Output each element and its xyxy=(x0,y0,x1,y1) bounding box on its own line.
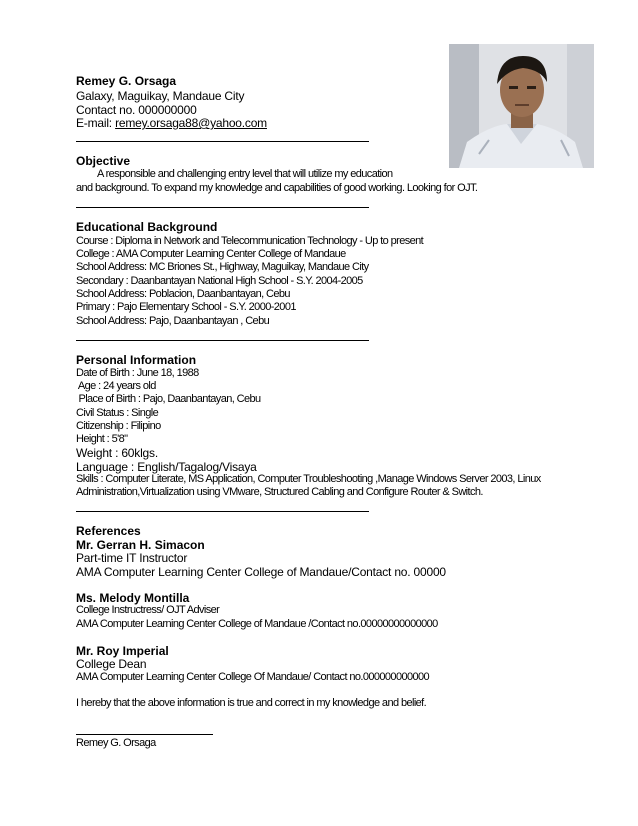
education-line: College : AMA Computer Learning Center College of Mandaue xyxy=(76,248,346,260)
personal-heading: Personal Information xyxy=(76,353,197,367)
reference-org: AMA Computer Learning Center College of Mandaue /Contact no.00000000000000 xyxy=(76,618,438,630)
personal-line: Place of Birth : Pajo, Daanbantayan, Cebu xyxy=(76,393,261,405)
personal-line: Age : 24 years old xyxy=(76,380,156,392)
objective-line-2: and background. To expand my knowledge and capabilities of good working. Looking for OJT. xyxy=(76,182,478,194)
education-line: School Address: MC Briones St., Highway, Maguikay, Mandaue City xyxy=(76,261,369,273)
applicant-name: Remey G. Orsaga xyxy=(76,74,177,88)
personal-line: Language : English/Tagalog/Visaya xyxy=(76,460,257,474)
reference-name: Ms. Melody Montilla xyxy=(76,591,190,605)
education-line: Course : Diploma in Network and Telecommunication Technology - Up to present xyxy=(76,235,424,247)
reference-org: AMA Computer Learning Center College Of Mandaue/ Contact no.000000000000 xyxy=(76,671,430,683)
education-heading: Educational Background xyxy=(76,220,218,234)
signature-name: Remey G. Orsaga xyxy=(76,737,156,749)
reference-title: College Instructress/ OJT Adviser xyxy=(76,604,220,616)
education-line: School Address: Poblacion, Daanbantayan, Cebu xyxy=(76,288,290,300)
personal-line: Administration,Virtualization using VMware, Structured Cabling and Configure Router & Switch. xyxy=(76,486,483,498)
education-line: Primary : Pajo Elementary School - S.Y. 2000-2001 xyxy=(76,301,296,313)
person-portrait-image xyxy=(449,44,594,168)
address: Galaxy, Maguikay, Mandaue City xyxy=(76,89,245,103)
section-divider xyxy=(76,340,369,341)
contact-number: Contact no. 000000000 xyxy=(76,103,197,117)
personal-line: Date of Birth : June 18, 1988 xyxy=(76,367,199,379)
reference-title: College Dean xyxy=(76,657,147,671)
education-line: Secondary : Daanbantayan National High School - S.Y. 2004-2005 xyxy=(76,275,363,287)
personal-line: Citizenship : Filipino xyxy=(76,420,161,432)
objective-heading: Objective xyxy=(76,154,131,168)
personal-line: Weight : 60klgs. xyxy=(76,446,158,460)
personal-line: Civil Status : Single xyxy=(76,407,159,419)
signature-line xyxy=(76,734,213,735)
references-heading: References xyxy=(76,524,141,538)
email-link[interactable]: remey.orsaga88@yahoo.com xyxy=(115,116,267,130)
personal-line: Skills : Computer Literate, MS Application, Computer Troubleshooting ,Manage Windows Server 2003, Linux xyxy=(76,473,541,485)
declaration-text: I hereby that the above information is true and correct in my knowledge and belief. xyxy=(76,697,427,709)
profile-photo xyxy=(449,44,594,168)
reference-name: Mr. Gerran H. Simacon xyxy=(76,538,205,552)
email-line xyxy=(76,116,267,131)
reference-name: Mr. Roy Imperial xyxy=(76,644,169,658)
section-divider xyxy=(76,511,369,512)
email-label: E-mail: xyxy=(76,116,116,130)
reference-title: Part-time IT Instructor xyxy=(76,551,188,565)
personal-line: Height : 5'8" xyxy=(76,433,128,445)
reference-org: AMA Computer Learning Center College of Mandaue/Contact no. 00000 xyxy=(76,565,446,579)
objective-line-1: A responsible and challenging entry level that will utilize my education xyxy=(97,168,393,180)
education-line: School Address: Pajo, Daanbantayan , Cebu xyxy=(76,315,270,327)
section-divider xyxy=(76,207,369,208)
section-divider xyxy=(76,141,369,142)
